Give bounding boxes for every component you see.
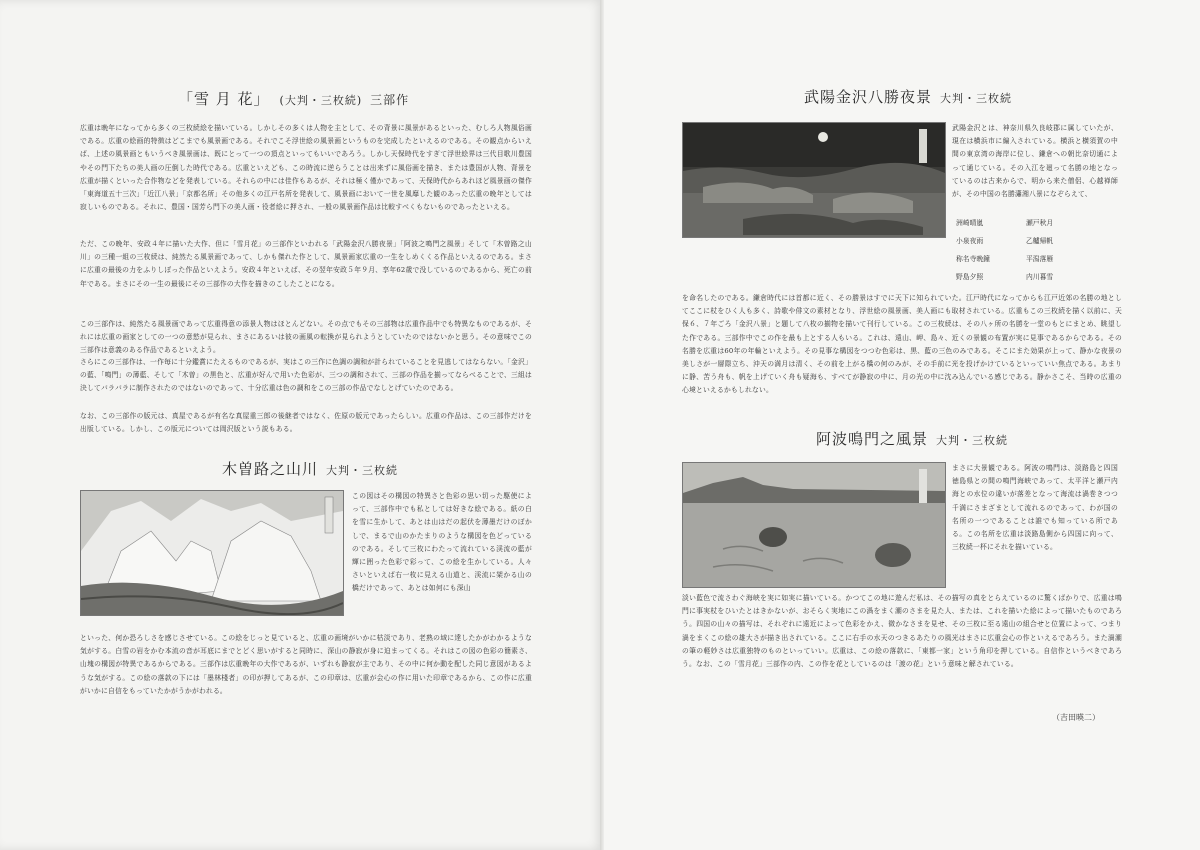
naruto-title-format: 大判・三枚続: [936, 434, 1009, 447]
place-name: 乙艫帰帆: [1026, 237, 1054, 245]
intro-paragraph: 広重は晩年になってから多くの三枚続絵を描いている。しかしその多くは人物を主として、その背景に風景があるといった、むしろ人物風俗画である。広重の絵画的特徴はどこまでも風景画である。それでこそ浮世絵の風景画というものを完成したといえるのである。その観点からいえば、上述の風景画ともいうべき風景画は、既にとって一つの頂点といってもいいであろう。しかし天保時代をすぎて浮世絵界は三代目歌川豊国やその門下たちの美人画の圧倒した時代である。広重といえども、この時流に逆らうことは出来ずに風俗画を描き、または豊国が人物、背景を広重が描くといった合作物などを発表している。それらの中には佳作もあるが、それは極く僅かであって、天保時代からあれほど風景画の傑作「東海道五十三次」「近江八景」「京都名所」その他多くの江戸名所を発表して、風景画において一世を風靡した観のあった広重の晩年としては寂しいものである。それに、豊国・国芳ら門下の美人画・役者絵に押され、一般の風景画作品は比較すべくもないものであったといえる。: [80, 124, 532, 212]
naruto-whirlpool-print: [682, 462, 946, 588]
title-main: 「雪 月 花」: [178, 90, 270, 108]
kiso-title-format: 大判・三枚続: [326, 464, 399, 477]
paragraph-2: ただ、この晩年、安政４年に描いた大作、但に「雪月花」の三部作といわれる「武陽金沢八勝夜景」「阿波之鳴門之風景」そして「木曽路之山川」の三種一組の三枚続は、純然たる風景画であって、しかも傑れた作として、風景画家広重の一生をしめくくる作品といえるのである。まさに広重の最後の力をふりしぼった作品といえよう。安政４年といえば、その翌年安政５年９月、享年62歳で没しているのであるから、死亡の前年である。まさにその一生の最後にその三部作の大作を描きのこしたことになる。: [80, 240, 532, 288]
title-format: (大判・三枚続): [279, 94, 363, 107]
kiso-side-text: この図はその構図の特異さと色彩の思い切った駆使によって、三部作中でも私としては好きな絵である。紙の白を雪に生かして、あとは山はだの起伏を薄墨だけのぼかしで、まるで山のかたまりのような構図を色どっているのである。そして三枚にわたって流れている渓流の藍が輝に囲った色彩で彩って、この絵を生かしている。人々さいといえば右一枚に見える山道と、渓流に架かる山の橋だけであって、あとは如何にも深山: [352, 492, 532, 593]
kiso-bottom-text: といった、何か恐ろしさを感じさせている。この絵をじっと見ていると、広重の画境がいかに枯淡であり、老熟の域に達したかがわかるような気がする。白雪の岩をかむ本流の音が耳底にまでとどく思いがすると同時に、深山の静寂が身に迫まってくる。それはこの図の色彩の簡素さ、山塊の構図が特異であるからである。三部作は広重晩年の大作であるが、いずれも静寂が主であり、その中に何か動を配した同じ意図があるような気がする。この絵の落款の下には「墨林棧者」の印が押してあるが、この印章は、広重が会心の作に用いた印章であるから、この作に広重がいかに自信をもっていたかがうかがわれる。: [80, 634, 532, 695]
eight-views-list: [956, 214, 1096, 286]
naruto-title: [816, 428, 1008, 449]
place-name: 洲崎晴嵐: [956, 219, 984, 227]
author-signature: （吉田暎二）: [1052, 713, 1100, 722]
place-name: 称名寺晩鐘: [956, 255, 990, 263]
title-tail: 三部作: [370, 93, 410, 107]
kanazawa-side-text: 武陽金沢とは、神奈川県久良岐郡に属していたが、現在は横浜市に編入されている。横浜と横須賀の中間の東京湾の海岸に位し、鎌倉への朝比奈切通によって通じている。その入江を廻って名勝の地となっているのは古来からで、明から来た僧侶、心越禅師が、その中国の名勝瀟湘八景になぞらえて、: [952, 124, 1118, 199]
kiso-title: [222, 458, 398, 479]
right-page: [604, 0, 1200, 850]
place-name: 瀬戸秋月: [1026, 219, 1054, 227]
naruto-side-text: まさに大景観である。阿波の鳴門は、淡路島と四国徳島県との間の鳴門海峡であって、太平洋と瀬戸内海との水位の違いが落差となって海流は渦巻きつつ千満にさまざまとして流れるのであって、わが国の名所の一つであることは誰でも知っている所である。この名所を広重は淡路島側から四国に向って、三枚続一杯にそれを描いている。: [952, 464, 1118, 552]
naruto-title-main: 阿波鳴門之風景: [816, 430, 929, 448]
paragraph-3: この三部作は、純然たる風景画であって広重得意の添景人物はほとんどない。その点でもその三部物は広重作品中でも特異なものであるが、それには広重の画家としての一つの意慾が見られ、まさにあるいは彼の画風の転換が見られようとしていたのではないかと思う。その意味でこの三部作は意義のある作品であるといえよう。: [80, 320, 532, 355]
paragraph-4: さらにこの三部作は、一作毎に十分鑑賞にたえるものであるが、実はこの三作に色調の調和が計られていることを見逃してはならない。「金沢」の藍、「鳴門」の薄藍、そして「木曽」の黒色と、広重が好んで用いた色彩が、三つの調和されて、三部の作品を揃ってならべることで、三組は決してバラバラに制作されたのではないのであって、十分広重は色の調和をこの三部の作品でなしとげていたのである。: [80, 358, 532, 393]
kiso-mountains-print: [80, 490, 344, 616]
kanazawa-night-print: [682, 122, 946, 238]
kanazawa-title-format: 大判・三枚続: [940, 92, 1013, 105]
place-name: 平潟落雁: [1026, 255, 1054, 263]
paragraph-5: なお、この三部作の版元は、真屋であるが有名な真屋重三郎の後継者ではなく、佐原の版元であったらしい。広重の作品は、この三部作だけを出版している。しかし、この版元については岡沢版という説もある。: [80, 412, 532, 434]
kanazawa-title: [804, 86, 1012, 107]
setsugekka-title: [178, 88, 409, 109]
place-name: 小泉夜雨: [956, 237, 984, 245]
kanazawa-body-text: を命名したのである。鎌倉時代には首都に近く、その勝景はすでに天下に知られていた。江戸時代になってからも江戸近郊の名勝の地としてここに杖をひく人も多く、詩歌や俳文の素材となり、浮世絵の風景画、美人画にも取材されている。広重もこの三枚続を描く以前に、天保６、７年ごろ「金沢八景」と題して八枚の揃物を描いて刊行している。この三枚続は、その八ヶ所の名勝を一堂のもとにまとめ、眺望した作である。三部作中でこの作を最も上とする人もいる。これは、遠山、岬、島々、近くの景観の布置が実に見事であるからである。その名勝を広重は60年の年輪といえよう。その見事な構図をつつむ色彩は、黒、藍の三色のみである。そこにまた効果が上って、静かな夜景の美しさが一層際立ち、沖天の満月は清く、その前を上がる橋の何のみが、その手前に光を投げかけているといっていい焦点である。あまりに静、苦う舟も、帆を上げていく舟も疑海も、すべてが静寂の中に、月の光の中に沈み込んでいる感じである。静かさこそ、当時の広重の心境といえるかもしれない。: [682, 294, 1122, 395]
kanazawa-title-main: 武陽金沢八勝夜景: [804, 88, 933, 106]
place-name: 野島夕照: [956, 273, 984, 281]
kiso-title-main: 木曽路之山川: [222, 460, 319, 478]
naruto-body-text: 淡い藍色で流さわぐ海峡を実に如実に描いている。かつてこの地に遊んだ私は、その描写の真をとらえているのに驚くばかりで、広重は鳴門に事実杖をひいたとはきかないが、おそらく実地にこの渦をまく潮のさまを見た人、または、これを描いた絵によって描いたものであろう。四国の山々の描写は、それぞれに遠近によって色彩をかえ、微かなさまを見せ、その三枚に至る遠山の組合せと位置によって、つまり渦をまくこの絵の雄大さが描き出されている。ここに右手の水天のつきるあたりの風光はまさに広重会心の作といえるであろう。また渦潮の筆の軽妙さは広重独特のものといっていい。広重は、この絵の落款に、「東都一家」という角印を押している。自信作というべきであろう。なお、この「雪月花」三部作の内、この作を花としているのは「渡の花」という意味と解されている。: [682, 594, 1122, 669]
place-name: 内川暮雪: [1026, 273, 1054, 281]
